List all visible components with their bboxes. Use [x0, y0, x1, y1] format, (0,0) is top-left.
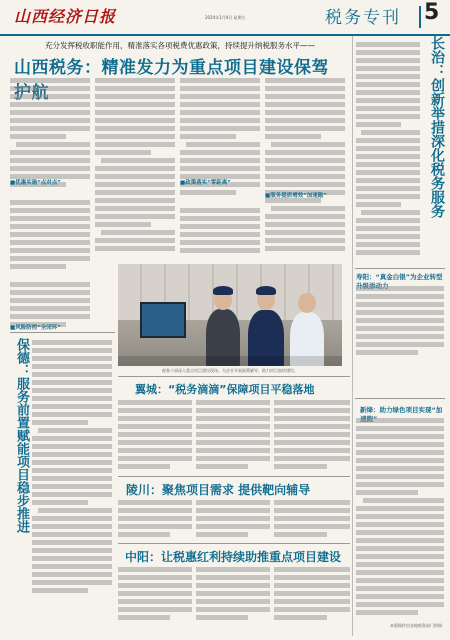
- shouyang-body: [356, 286, 444, 361]
- yicheng-body-2: [196, 400, 270, 475]
- news-photo: [118, 264, 342, 366]
- lead-headline: 山西税务：精准发力为重点项目建设保驾护航: [14, 58, 329, 103]
- xinjiang-headline: 新绛：助力绿色项目实现“加速跑”: [360, 406, 443, 423]
- lingchuan-headline: 陵川：聚焦项目需求 提供靶向辅导: [126, 483, 311, 497]
- xinjiang-body: [356, 418, 444, 618]
- yicheng-body-3: [274, 400, 350, 475]
- zhongyang-body-3: [274, 567, 350, 622]
- lead-body-col-3: [180, 78, 260, 263]
- masthead: [0, 0, 450, 36]
- section-title: 税务专刊: [325, 8, 401, 28]
- page-number: 5: [424, 0, 440, 25]
- photo-caption: 税务干部深入重点项目建设现场，为企业开展政策辅导，助力项目加快建设。: [162, 368, 298, 373]
- zhongyang-body-2: [196, 567, 270, 622]
- lingchuan-body-3: [274, 500, 350, 540]
- baode-headline: 保德：服务前置赋能项目稳步推进: [14, 338, 29, 533]
- page-number-divider: [419, 6, 421, 28]
- dateline: 2024年1月9日 星期五: [205, 15, 246, 20]
- lingchuan-body-1: [118, 500, 192, 540]
- yicheng-headline: 翼城：“税务滴滴”保障项目平稳落地: [135, 383, 315, 396]
- lead-body-col-4: [265, 78, 345, 263]
- lead-body-col-1: [10, 78, 90, 328]
- newspaper-logo: 山西经济日报: [14, 7, 117, 26]
- page-footer: 本版稿件由各地税务部门供稿: [390, 623, 442, 628]
- subhead-b: ■政策落实“零距离”: [180, 180, 231, 186]
- lead-body-col-2: [95, 78, 175, 263]
- zhongyang-body-1: [118, 567, 192, 622]
- lingchuan-body-2: [196, 500, 270, 540]
- changzhi-headline: 长治：创新举措深化税务服务: [429, 36, 445, 218]
- subhead-d: ■风险防控“全闭环”: [10, 325, 61, 331]
- subhead-c: ■服务提质增效“加速跑”: [265, 193, 327, 199]
- shouyang-headline: 寿阳：“真金白银”为企业转型升级添动力: [356, 273, 443, 290]
- subhead-a: ■优惠实施“点对点”: [10, 180, 61, 186]
- changzhi-body-1: [356, 42, 420, 267]
- baode-body-1: [32, 340, 112, 622]
- screen-display: [140, 302, 186, 338]
- lead-kicker: 充分发挥税收职能作用，精准落实各项税费优惠政策，持续提升纳税服务水平——: [45, 41, 315, 50]
- zhongyang-headline: 中阳：让税惠红利持续助推重点项目建设: [125, 550, 342, 564]
- yicheng-body-1: [118, 400, 192, 475]
